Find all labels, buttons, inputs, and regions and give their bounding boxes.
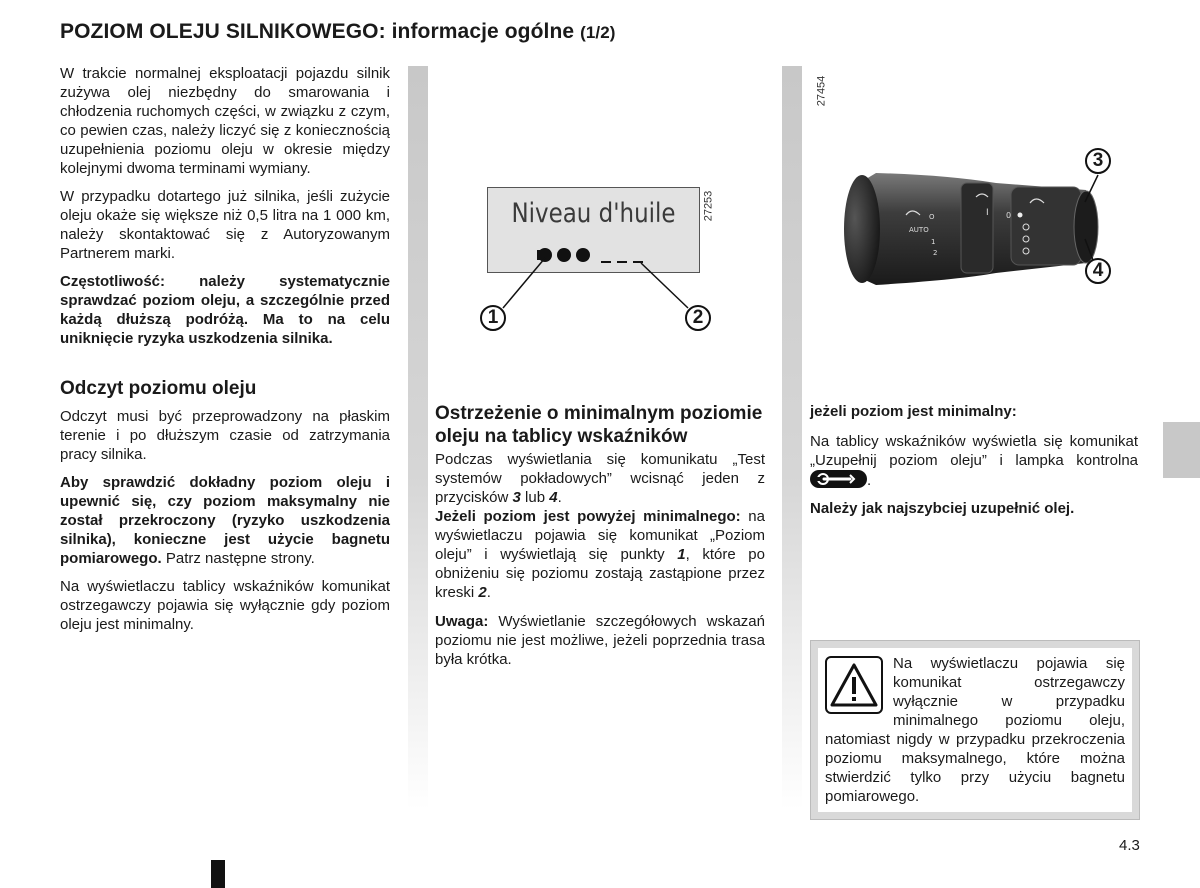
figure-number-display: 27253 (702, 190, 715, 222)
stalk-label-o: O (929, 213, 935, 221)
intro-paragraph: W trakcie normalnej eksploatacji pojazdu silnik zużywa olej niezbędny do smarowania i chłodzenia ruchomych części, w związku z czym, co pewien czas, należy liczyć się z koniecznością uzupełnienia poziomu oleju w okresie między kolejnymi dwoma terminami wymiany. (60, 65, 390, 177)
above-minimum-paragraph (435, 507, 765, 602)
callout-2: 2 (685, 305, 711, 331)
button-ref-4: 4 (549, 489, 558, 506)
button-ref-3: 3 (512, 489, 521, 506)
section-heading-reading: Odczyt poziomu oleju (60, 378, 257, 399)
dipstick-paragraph (60, 473, 390, 568)
stalk-label-1: 1 (931, 238, 936, 246)
above-minimum-text-2: , które po obniżeniu się poziomu zostają zastąpione przez kreski (435, 546, 765, 601)
warning-box (810, 640, 1140, 820)
dipstick-bold: Aby sprawdzić dokładny poziom oleju i upewnić się, czy poziom maksymalny nie został przekroczony (ryzyko uszkodzenia silnika), konieczne jest użycie bagnetu pomiarowego. (60, 474, 390, 567)
frequency-paragraph: Częstotliwość: należy systematycznie sprawdzać poziom oleju, a szczególnie przed każdą dłuższą podróżą. Ma to na celu uniknięcie ryzyka uszkodzenia silnika. (60, 273, 390, 347)
reading-paragraph: Odczyt musi być przeprowadzony na płaskim terenie i po dłuższym czasie od zatrzymania pracy silnika. (60, 408, 390, 463)
dipstick-rest: Patrz następne strony. (161, 550, 315, 567)
page-title-suffix: (1/2) (580, 23, 616, 42)
above-minimum-end: . (486, 584, 491, 601)
dots-ref-1: 1 (677, 546, 686, 563)
minimum-message-text: Na tablicy wskaźników wyświetla się komunikat „Uzupełnij poziom oleju” i lampka kontrolna (810, 433, 1138, 469)
minimum-message-paragraph (810, 432, 1138, 490)
wrench-warning-lamp-icon (810, 470, 867, 488)
page-title-main: POZIOM OLEJU SILNIKOWEGO: informacje ogólne (60, 20, 575, 43)
warning-box-inner (818, 648, 1132, 812)
minimum-heading: jeżeli poziom jest minimalny: (810, 403, 1017, 420)
stalk-label-i: I (986, 208, 989, 218)
warning-triangle-icon (825, 656, 883, 714)
page-title (60, 20, 616, 44)
page-number: 4.3 (1119, 837, 1140, 854)
callout-3: 3 (1085, 148, 1111, 174)
note-text: Wyświetlanie szczegółowych wskazań poziomu nie jest możliwe, jeżeli poprzednia trasa była krótka. (435, 613, 765, 668)
right-column (810, 402, 1138, 529)
middle-column (435, 402, 765, 679)
test-text: Podczas wyświetlania się komunikatu „Test systemów pokładowych” wcisnąć jeden z przycisków (435, 451, 765, 506)
binding-mark (211, 860, 225, 888)
left-column (60, 64, 390, 643)
column-divider-right (782, 66, 802, 810)
callout-1: 1 (480, 305, 506, 331)
section-heading-warning: Ostrzeżenie o minimalnym poziomie oleju na tablicy wskaźników (435, 403, 763, 447)
refill-instruction: Należy jak najszybciej uzupełnić olej. (810, 500, 1075, 517)
minimum-message-end: . (867, 472, 872, 489)
test-lub: lub (520, 489, 550, 506)
consumption-paragraph: W przypadku dotartego już silnika, jeśli zużycie oleju okaże się większe niż 0,5 litra na 1 000 km, należy skontaktować się z Autoryzowanym Partnerem marki. (60, 188, 390, 262)
column-divider-left (408, 66, 428, 810)
display-message: Niveau d'huile (511, 198, 676, 229)
dashes-ref-2: 2 (478, 584, 487, 601)
figure-number-stalk: 27454 (815, 75, 828, 107)
chapter-tab (1163, 422, 1200, 478)
stalk-label-2: 2 (933, 249, 938, 257)
note-paragraph (435, 612, 765, 669)
minimum-paragraph: Na wyświetlaczu tablicy wskaźników komunikat ostrzegawczy pojawia się wyłącznie gdy poziom oleju jest minimalny. (60, 578, 390, 633)
warning-text: Na wyświetlaczu pojawia się komunikat ostrzegawczy wyłącznie w przypadku minimalnego poziomu oleju, natomiast nigdy w przypadku przekroczenia poziomu maksymalnego, które można stwierdzić tylko przy użyciu bagnetu pomiarowego. (825, 655, 1125, 805)
test-paragraph (435, 450, 765, 507)
callout-4: 4 (1085, 258, 1111, 284)
test-end: . (557, 489, 562, 506)
note-bold: Uwaga: (435, 613, 489, 630)
above-minimum-text: na wyświetlaczu pojawia się komunikat „Poziom oleju” i wyświetlają się punkty (435, 508, 765, 563)
stalk-label-auto: AUTO (909, 226, 929, 234)
oil-level-display (487, 187, 700, 273)
above-minimum-bold: Jeżeli poziom jest powyżej minimalnego: (435, 508, 741, 525)
stalk-label-0: 0 (1006, 211, 1012, 220)
